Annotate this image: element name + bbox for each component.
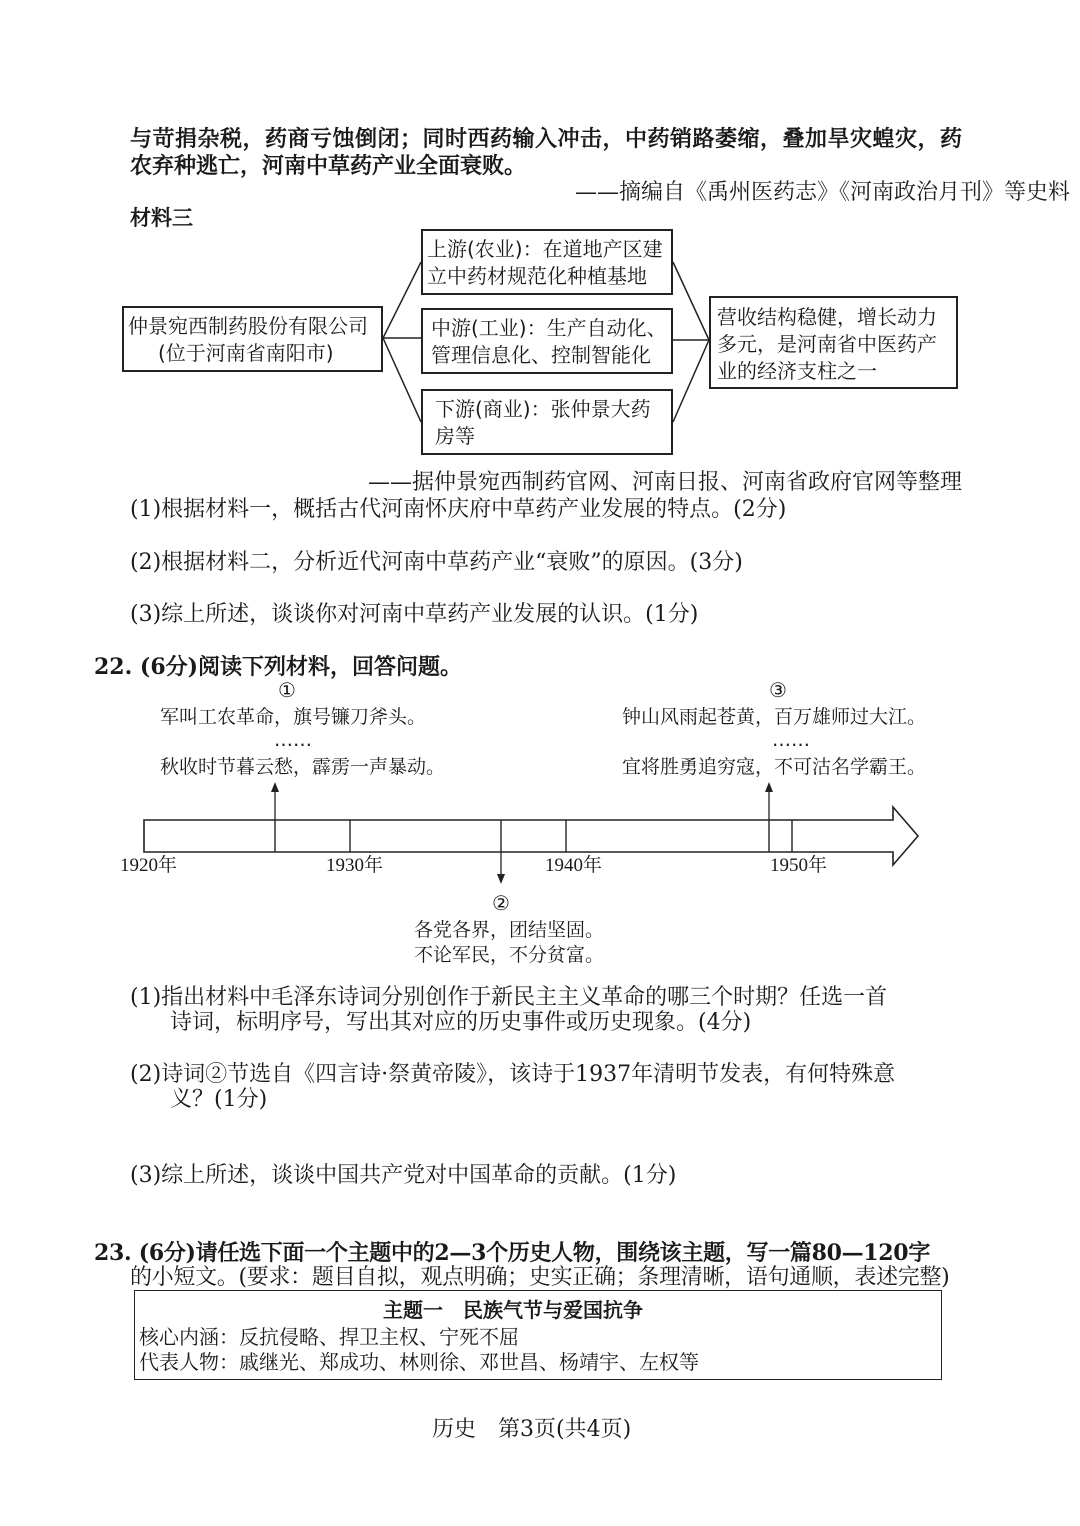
company-location: (位于河南省南阳市): [158, 341, 334, 365]
poem1-line1: 军叫工农革命，旗号镰刀斧头。: [160, 706, 427, 728]
year-1940: 1940年: [545, 855, 603, 876]
downstream-line1: 下游(商业)：张仲景大药: [435, 397, 651, 421]
q21-sub3: (3)综上所述，谈谈你对河南中草药产业发展的认识。(1分): [130, 602, 699, 627]
downstream-line2: 房等: [435, 424, 475, 448]
upstream-line2: 立中药材规范化种植基地: [427, 264, 647, 288]
company-name: 仲景宛西制药股份有限公司: [128, 314, 368, 338]
result-line3: 业的经济支柱之一: [717, 359, 877, 383]
company-box: [122, 306, 383, 372]
year-1920: 1920年: [120, 855, 178, 876]
q21-sub1: (1)根据材料一，概括古代河南怀庆府中草药产业发展的特点。(2分): [130, 497, 787, 522]
poem2-number: ②: [492, 891, 510, 915]
result-line2: 多元，是河南省中医药产: [717, 332, 937, 356]
page-footer: 历史 第3页(共4页): [432, 1417, 632, 1442]
theme-title: 主题一 民族气节与爱国抗争: [383, 1298, 643, 1322]
material3-label: 材料三: [130, 206, 193, 230]
poem2-line2: 不论军民，不分贫富。: [414, 944, 605, 966]
poem1-line2: 秋收时节暮云愁，霹雳一声暴动。: [160, 756, 446, 778]
q22-sub2-line1: (2)诗词②节选自《四言诗·祭黄帝陵》，该诗于1937年清明节发表，有何特殊意: [130, 1062, 896, 1087]
year-1950: 1950年: [770, 855, 828, 876]
upstream-line1: 上游(农业)：在道地产区建: [427, 237, 663, 261]
material2-source: ——摘编自《禹州医药志》《河南政治月刊》等史料: [575, 180, 1071, 205]
theme-core: 核心内涵：反抗侵略、捍卫主权、宁死不屈: [139, 1325, 519, 1349]
q22-sub3: (3)综上所述，谈谈中国共产党对中国革命的贡献。(1分): [130, 1163, 677, 1188]
poem3-line1: 钟山风雨起苍黄，百万雄师过大江。: [622, 706, 927, 728]
upstream-box: [421, 229, 673, 295]
material2-line2: 农弃种逃亡，河南中草药产业全面衰败。: [130, 153, 527, 179]
result-box: [709, 296, 958, 389]
poem3-dots: ……: [772, 729, 810, 751]
poem3-number: ③: [769, 678, 787, 702]
poem3-line2: 宜将胜勇追穷寇，不可沽名学霸王。: [622, 756, 927, 778]
midstream-line2: 管理信息化、控制智能化: [431, 343, 651, 367]
poem2-line1: 各党各界，团结坚固。: [414, 919, 605, 941]
theme-people: 代表人物：戚继光、郑成功、林则徐、邓世昌、杨靖宇、左权等: [139, 1350, 699, 1374]
q21-sub2: (2)根据材料二，分析近代河南中草药产业“衰败”的原因。(3分): [130, 550, 743, 575]
downstream-box: [421, 389, 673, 455]
q23-line1: 23. (6分)请任选下面一个主题中的2—3个历史人物，围绕该主题，写一篇80—120字: [94, 1240, 931, 1266]
q23-line2: 的小短文。(要求：题目自拟，观点明确；史实正确；条理清晰，语句通顺，表述完整): [130, 1265, 950, 1290]
year-1930: 1930年: [326, 855, 384, 876]
q22-sub1-line1: (1)指出材料中毛泽东诗词分别创作于新民主主义革命的哪三个时期？任选一首: [130, 985, 888, 1010]
poem1-dots: ……: [274, 729, 312, 751]
q22-sub1-line2: 诗词，标明序号，写出其对应的历史事件或历史现象。(4分): [170, 1010, 752, 1035]
result-line1: 营收结构稳健，增长动力: [717, 305, 937, 329]
q22-sub2-line2: 义？(1分): [170, 1087, 268, 1112]
material3-source: ——据仲景宛西制药官网、河南日报、河南省政府官网等整理: [368, 470, 963, 495]
midstream-box: [421, 308, 673, 374]
theme-box: [134, 1290, 942, 1380]
poem1-number: ①: [278, 678, 296, 702]
material2-line1: 与苛捐杂税，药商亏蚀倒闭；同时西药输入冲击，中药销路萎缩，叠加旱灾蝗灾，药: [130, 126, 963, 152]
q22-title: 22. (6分)阅读下列材料，回答问题。: [94, 654, 463, 680]
midstream-line1: 中游(工业)：生产自动化、: [431, 316, 667, 340]
